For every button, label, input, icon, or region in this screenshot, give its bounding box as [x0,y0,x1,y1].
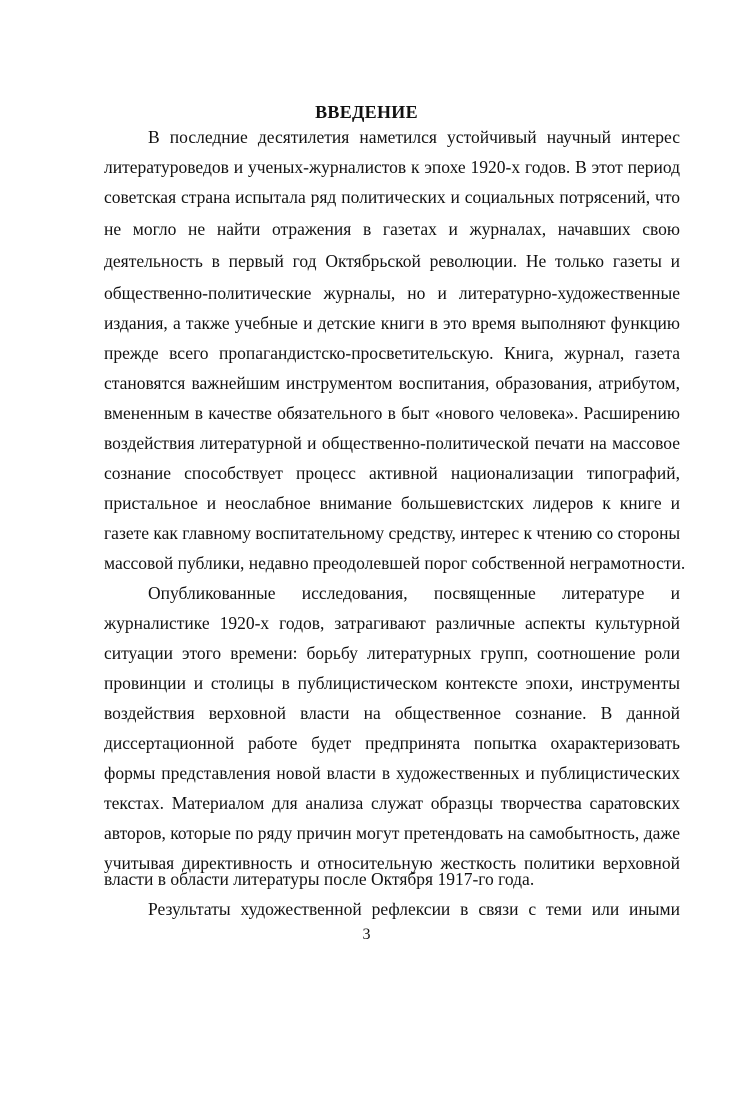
text-line: текстах. Материалом для анализа служат образцы творчества саратовских [104,793,680,813]
text-line: вмененным в качестве обязательного в быт «нового человека». Расширению [104,403,680,423]
text-line: воздействия верховной власти на общественное сознание. В данной [104,703,680,723]
text-line: газете как главному воспитательному средству, интерес к чтению со стороны [104,523,681,543]
text-line: провинции и столицы в публицистическом контексте эпохи, инструменты [104,673,680,693]
text-line: диссертационной работе будет предпринята попытка охарактеризовать [104,733,680,753]
text-line: Опубликованные исследования, посвященные литературе и [148,583,680,603]
text-line: В последние десятилетия наметился устойчивый научный интерес [148,127,680,147]
text-line: советская страна испытала ряд политических и социальных потрясений, что [104,187,680,207]
page-title: ВВЕДЕНИЕ [315,102,418,122]
text-line: пристальное и неослабное внимание большевистских лидеров к книге и [104,493,680,513]
page-number: 3 [362,926,371,943]
text-line: становятся важнейшим инструментом воспитания, образования, атрибутом, [104,373,680,393]
text-line: Результаты художественной рефлексии в связи с теми или иными [148,899,680,919]
text-line: власти в области литературы после Октября 1917-го года. [104,869,535,889]
text-line: издания, а также учебные и детские книги в это время выполняют функцию [104,313,680,333]
text-line: общественно-политические журналы, но и литературно-художественные [104,283,680,303]
text-line: формы представления новой власти в художественных и публицистических [104,763,680,783]
text-line: учитывая директивность и относительную жесткость политики верховной [104,853,680,873]
text-line: массовой публики, недавно преодолевшей порог собственной неграмотности. [104,553,686,573]
text-line: деятельность в первый год Октябрьской революции. Не только газеты и [104,251,680,271]
text-line: сознание способствует процесс активной национализации типографий, [104,463,680,483]
text-line: литературоведов и ученых-журналистов к эпохе 1920-х годов. В этот период [104,157,680,177]
text-line: не могло не найти отражения в газетах и журналах, начавших свою [104,219,680,239]
text-line: авторов, которые по ряду причин могут претендовать на самобытность, даже [104,823,680,843]
text-line: журналистике 1920-х годов, затрагивают различные аспекты культурной [104,613,680,633]
text-line: ситуации этого времени: борьбу литературных групп, соотношение роли [104,643,680,663]
text-line: прежде всего пропагандистско-просветительскую. Книга, журнал, газета [104,343,680,363]
text-line: воздействия литературной и общественно-политической печати на массовое [104,433,680,453]
